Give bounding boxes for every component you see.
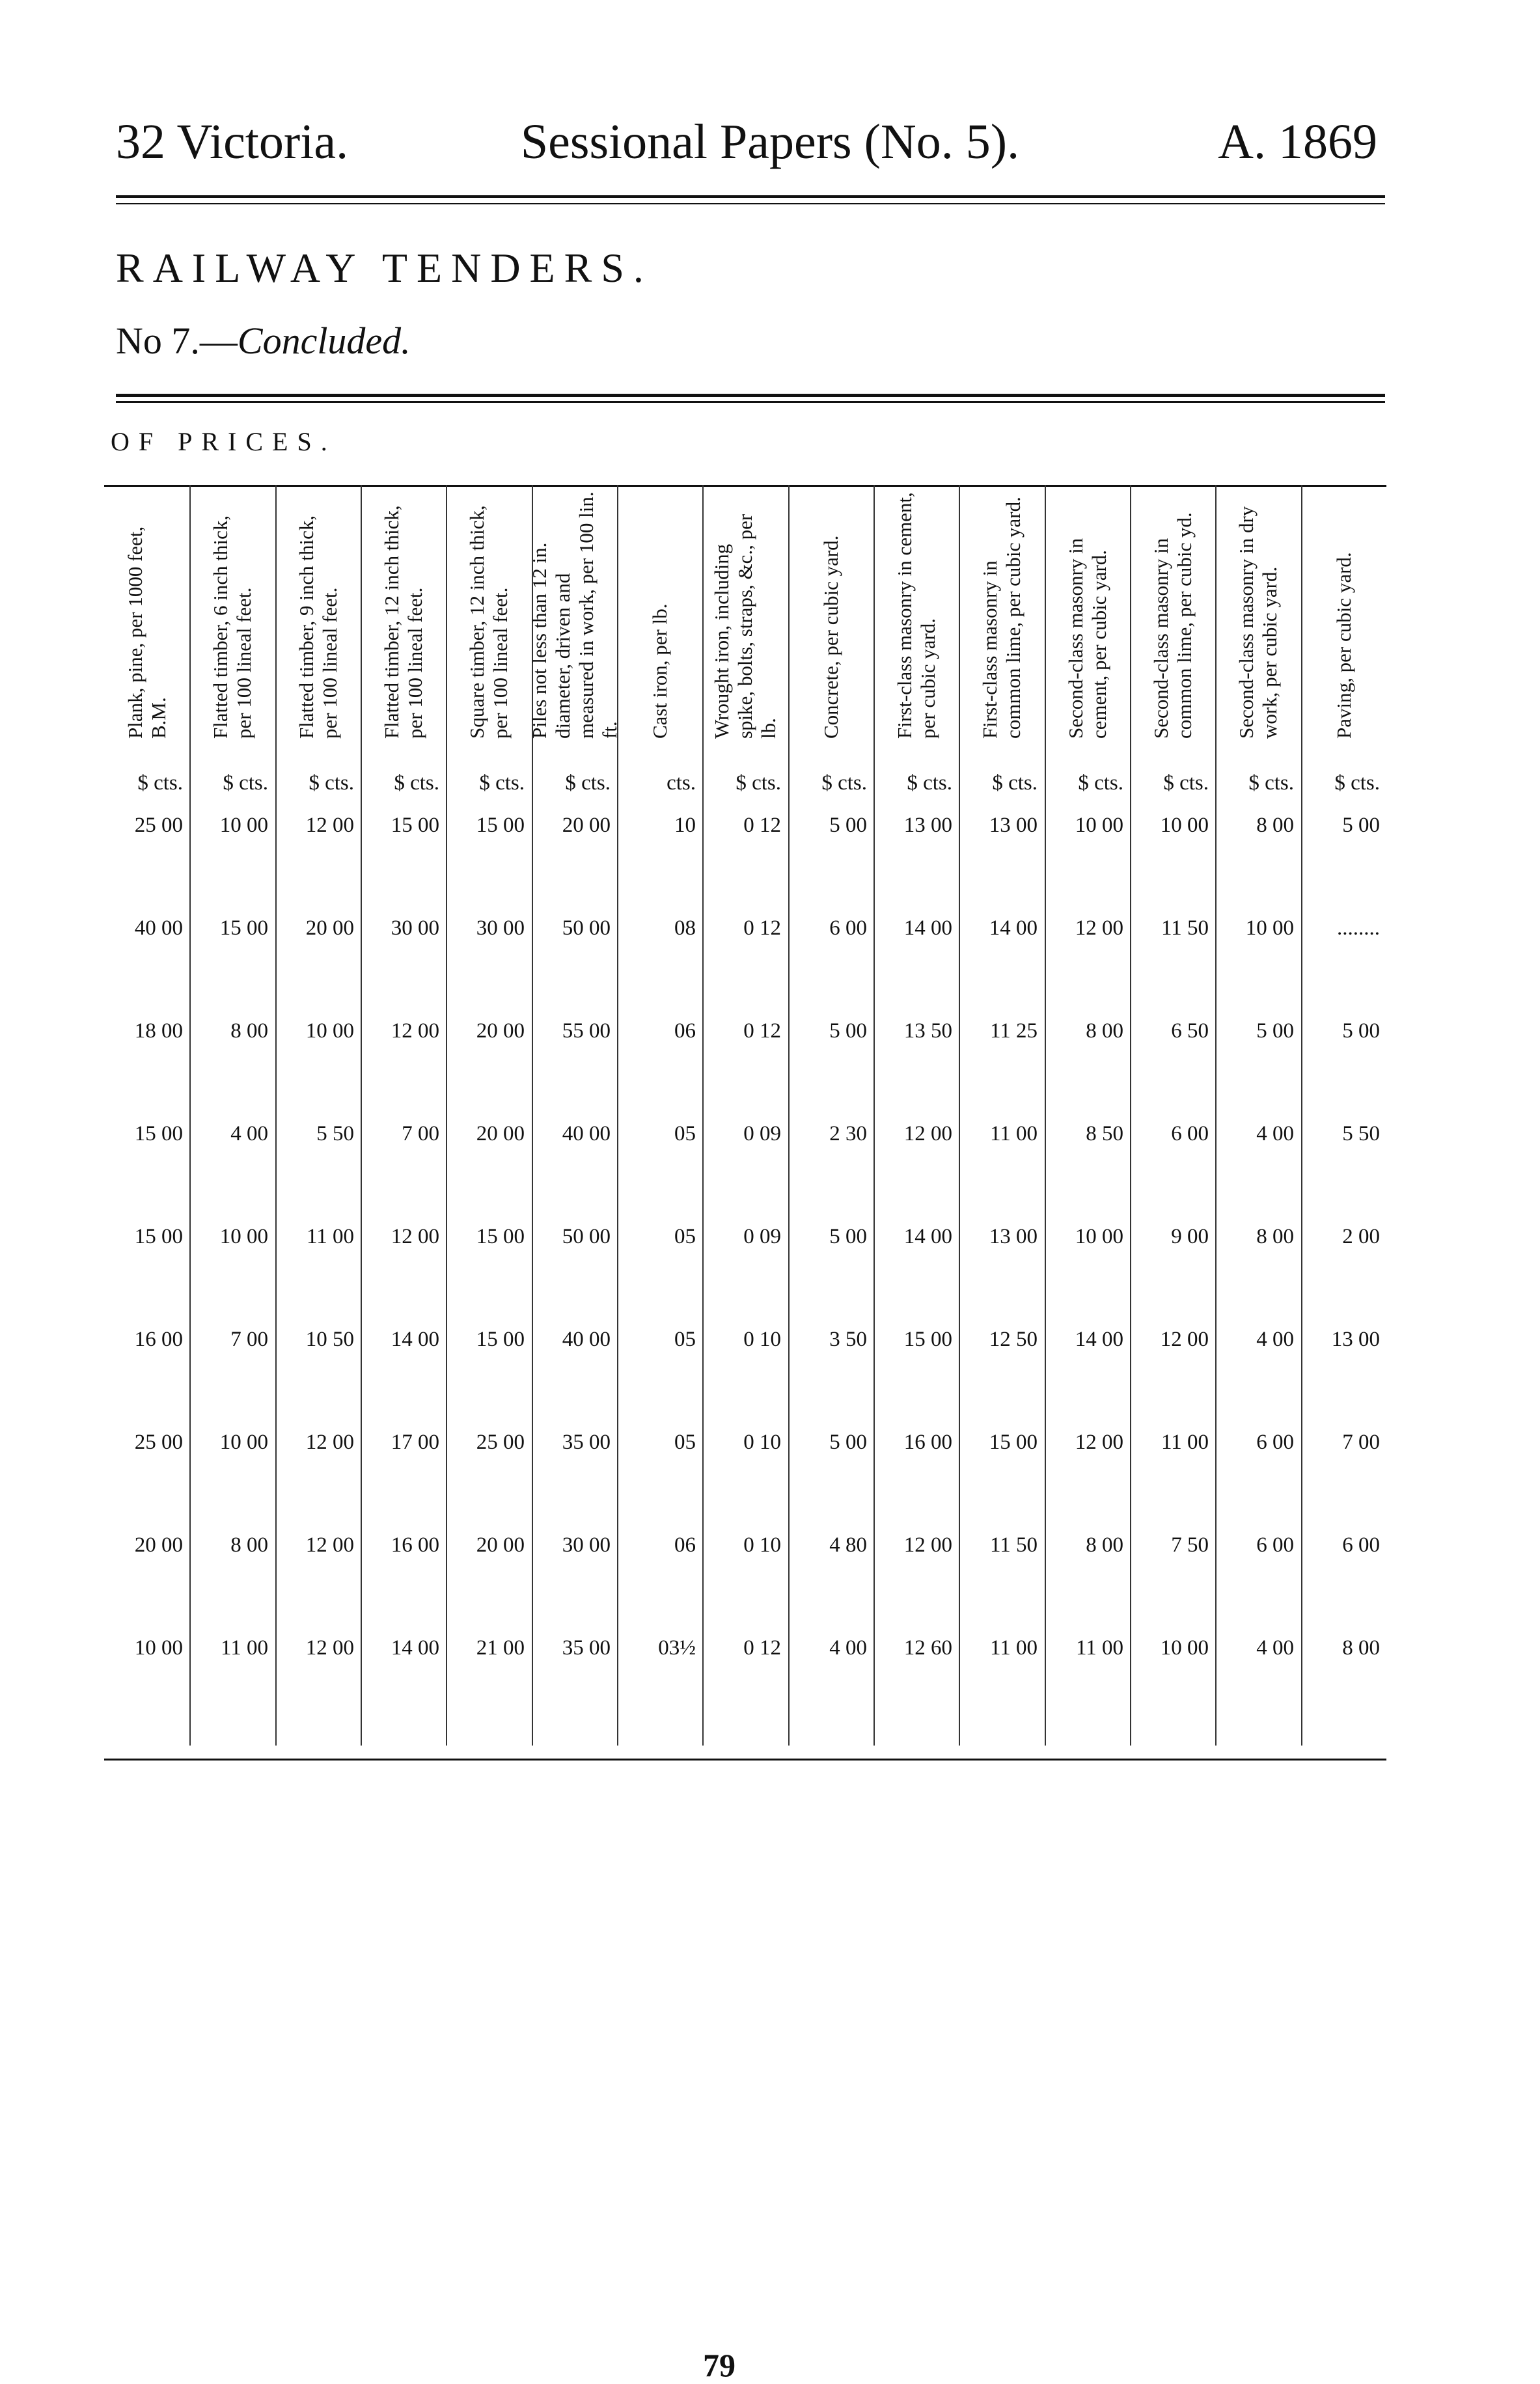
column-header-label: Second-class masonry in common lime, per cubic yd. [1149,512,1196,739]
column-header-label: Concrete, per cubic yard. [819,535,842,739]
table-cell: 10 00 [1075,814,1123,837]
table-cell: 13 00 [1331,1328,1380,1351]
table-cell: 4 00 [1256,1328,1294,1351]
table-cell: 14 00 [989,916,1038,940]
table-cell: 40 00 [562,1122,611,1145]
column-header [959,485,1044,745]
table-cell: 15 00 [134,1122,183,1145]
column-unit: $ cts. [736,771,781,795]
table-cell: 20 00 [305,916,354,940]
table-cell: 0 10 [743,1533,781,1557]
column-header-label: Flatted timber, 6 inch thick, per 100 lineal feet. [208,515,255,739]
table-cell: 16 00 [134,1328,183,1351]
table-cell: 05 [674,1225,696,1248]
table-cell: 12 00 [391,1225,439,1248]
column-header-label: First-class masonry in cement, per cubic yard. [892,492,939,739]
column-header [1215,485,1300,745]
table-cell: 0 10 [743,1431,781,1454]
column-unit: $ cts. [479,771,525,795]
table-cell: 35 00 [562,1431,611,1454]
table-cell: 10 00 [219,814,268,837]
column-header [189,485,275,745]
table-cell: 4 80 [829,1533,867,1557]
table-cell: 10 00 [1075,1225,1123,1248]
column-header-label: Plank, pine, per 1000 feet, B.M. [123,526,170,739]
column-header [104,485,189,745]
table-cell: 8 50 [1086,1122,1123,1145]
table-cell: 12 00 [1075,1431,1123,1454]
column-unit: $ cts. [223,771,268,795]
section-rule-bottom [116,401,1385,403]
table-cell: 15 00 [903,1328,952,1351]
table-cell: 10 00 [305,1019,354,1043]
table-cell: 6 50 [1171,1019,1209,1043]
table-cell: ........ [1337,916,1380,940]
header-rule-bottom [116,203,1385,204]
table-cell: 10 00 [219,1431,268,1454]
table-cell: 12 00 [305,1636,354,1660]
table-cell: 05 [674,1328,696,1351]
table-cell: 10 50 [305,1328,354,1351]
table-cell: 8 00 [1086,1019,1123,1043]
header-center: Sessional Papers (No. 5). [520,115,1020,169]
table-cell: 14 00 [903,916,952,940]
table-cell: 2 00 [1342,1225,1380,1248]
table-cell: 50 00 [562,1225,611,1248]
table-cell: 11 00 [220,1636,268,1660]
table-cell: 11 00 [989,1122,1038,1145]
table-cell: 2 30 [829,1122,867,1145]
table-cell: 11 25 [989,1019,1038,1043]
page-subtitle [116,319,411,363]
section-title: OF PRICES. [111,427,337,456]
table-cell: 5 00 [1342,814,1380,837]
table-cell: 5 00 [829,1019,867,1043]
table-cell: 13 50 [903,1019,952,1043]
column-header-label: Wrought iron, including spike, bolts, straps, &c., per lb. [709,514,780,739]
table-cell: 13 00 [989,814,1038,837]
column-header [1130,485,1215,745]
table-cell: 0 12 [743,1636,781,1660]
table-cell: 12 00 [305,814,354,837]
table-cell: 30 00 [562,1533,611,1557]
table-cell: 20 00 [476,1122,525,1145]
table-cell: 06 [674,1019,696,1043]
column-header-label: Paving, per cubic yard. [1332,552,1355,739]
table-cell: 55 00 [562,1019,611,1043]
table-cell: 12 00 [391,1019,439,1043]
column-unit: $ cts. [992,771,1038,795]
table-cell: 12 00 [903,1533,952,1557]
header-rule-top [116,195,1385,198]
table-cell: 5 50 [1342,1122,1380,1145]
table-cell: 12 00 [305,1431,354,1454]
table-cell: 7 50 [1171,1533,1209,1557]
table-cell: 08 [674,916,696,940]
table-cell: 13 00 [903,814,952,837]
column-header-label: Cast iron, per lb. [648,603,671,739]
table-cell: 12 00 [1160,1328,1209,1351]
table-bottom-rule [104,1759,1386,1761]
table-cell: 4 00 [829,1636,867,1660]
table-cell: 11 00 [306,1225,354,1248]
table-cell: 21 00 [476,1636,525,1660]
table-cell: 15 00 [391,814,439,837]
section-rule-top [116,394,1385,397]
table-cell: 4 00 [1256,1122,1294,1145]
table-cell: 16 00 [391,1533,439,1557]
table-cell: 50 00 [562,916,611,940]
table-cell: 3 50 [829,1328,867,1351]
table-cell: 11 00 [1075,1636,1123,1660]
table-cell: 5 00 [829,814,867,837]
column-header [788,485,873,745]
table-cell: 25 00 [476,1431,525,1454]
column-unit: $ cts. [1163,771,1209,795]
table-cell: 15 00 [989,1431,1038,1454]
table-cell: 12 00 [903,1122,952,1145]
column-header [1301,485,1386,745]
subtitle-concluded: Concluded. [237,320,411,362]
column-unit: $ cts. [1334,771,1380,795]
table-cell: 0 09 [743,1225,781,1248]
table-cell: 5 00 [829,1225,867,1248]
table-cell: 6 00 [1171,1122,1209,1145]
column-header [275,485,361,745]
table-cell: 20 00 [134,1533,183,1557]
table-cell: 5 00 [1342,1019,1380,1043]
table-cell: 8 00 [230,1019,268,1043]
table-cell: 35 00 [562,1636,611,1660]
table-cell: 11 50 [989,1533,1038,1557]
table-cell: 6 00 [1342,1533,1380,1557]
page-title: RAILWAY TENDERS. [116,245,653,291]
table-cell: 05 [674,1122,696,1145]
table-cell: 03½ [658,1636,696,1660]
table-cell: 0 09 [743,1122,781,1145]
table-cell: 8 00 [1256,1225,1294,1248]
table-cell: 0 12 [743,814,781,837]
table-cell: 15 00 [219,916,268,940]
table-cell: 25 00 [134,814,183,837]
table-cell: 18 00 [134,1019,183,1043]
subtitle-number: No 7.— [116,320,238,362]
table-cell: 9 00 [1171,1225,1209,1248]
table-cell: 15 00 [476,1328,525,1351]
column-unit: $ cts. [309,771,354,795]
table-cell: 8 00 [1342,1636,1380,1660]
header-right: A. 1869 [1218,115,1377,169]
column-unit: $ cts. [907,771,952,795]
table-cell: 12 60 [903,1636,952,1660]
table-cell: 10 00 [134,1636,183,1660]
table-cell: 5 50 [316,1122,354,1145]
table-cell: 10 00 [1245,916,1294,940]
column-unit: cts. [667,771,696,795]
table-cell: 4 00 [1256,1636,1294,1660]
table-cell: 14 00 [1075,1328,1123,1351]
table-cell: 25 00 [134,1431,183,1454]
table-cell: 8 00 [230,1533,268,1557]
table-cell: 7 00 [402,1122,439,1145]
table-cell: 14 00 [391,1328,439,1351]
column-unit: $ cts. [1078,771,1123,795]
column-header [1045,485,1130,745]
table-cell: 12 00 [1075,916,1123,940]
column-header [873,485,959,745]
table-cell: 4 00 [230,1122,268,1145]
table-cell: 15 00 [476,814,525,837]
table-cell: 0 12 [743,916,781,940]
table-cell: 13 00 [989,1225,1038,1248]
column-header [446,485,531,745]
table-cell: 06 [674,1533,696,1557]
table-cell: 8 00 [1256,814,1294,837]
table-cell: 14 00 [903,1225,952,1248]
table-cell: 16 00 [903,1431,952,1454]
table-cell: 30 00 [391,916,439,940]
column-unit: $ cts. [821,771,867,795]
table-cell: 15 00 [134,1225,183,1248]
column-header-label: Square timber, 12 inch thick, per 100 lineal feet. [465,505,512,739]
table-cell: 14 00 [391,1636,439,1660]
prices-table [104,485,1386,1747]
table-cell: 0 10 [743,1328,781,1351]
table-cell: 12 00 [305,1533,354,1557]
table-cell: 12 50 [989,1328,1038,1351]
column-unit: $ cts. [137,771,183,795]
column-header-label: Second-class masonry in dry work, per cubic yard. [1234,506,1281,739]
column-unit: $ cts. [1248,771,1294,795]
column-unit: $ cts. [565,771,611,795]
page-number: 79 [703,2347,736,2383]
table-cell: 20 00 [562,814,611,837]
table-cell: 10 00 [219,1225,268,1248]
column-header-label: First-class masonry in common lime, per cubic yard. [978,497,1024,739]
table-cell: 20 00 [476,1019,525,1043]
column-header [617,485,702,745]
header-left: 32 Victoria. [116,115,349,169]
column-header [361,485,446,745]
table-cell: 40 00 [562,1328,611,1351]
table-cell: 8 00 [1086,1533,1123,1557]
table-cell: 17 00 [391,1431,439,1454]
column-header-label: Piles not less than 12 in. diameter, driven and measured in work, per 100 lin. ft. [527,491,621,739]
table-cell: 11 00 [1161,1431,1209,1454]
table-cell: 6 00 [829,916,867,940]
table-cell: 10 [674,814,696,837]
column-header-label: Flatted timber, 9 inch thick, per 100 lineal feet. [294,515,341,739]
table-cell: 6 00 [1256,1533,1294,1557]
column-header [702,485,788,745]
table-cell: 20 00 [476,1533,525,1557]
table-cell: 0 12 [743,1019,781,1043]
table-cell: 15 00 [476,1225,525,1248]
table-cell: 7 00 [230,1328,268,1351]
table-cell: 10 00 [1160,814,1209,837]
column-header-label: Flatted timber, 12 inch thick, per 100 lineal feet. [379,505,426,739]
table-cell: 05 [674,1431,696,1454]
table-cell: 11 50 [1161,916,1209,940]
column-unit: $ cts. [394,771,439,795]
table-cell: 40 00 [134,916,183,940]
table-cell: 10 00 [1160,1636,1209,1660]
column-header [527,485,621,745]
table-cell: 7 00 [1342,1431,1380,1454]
column-header-label: Second-class masonry in cement, per cubic yard. [1064,538,1110,739]
table-cell: 6 00 [1256,1431,1294,1454]
table-cell: 30 00 [476,916,525,940]
table-cell: 5 00 [1256,1019,1294,1043]
table-cell: 5 00 [829,1431,867,1454]
table-cell: 11 00 [989,1636,1038,1660]
